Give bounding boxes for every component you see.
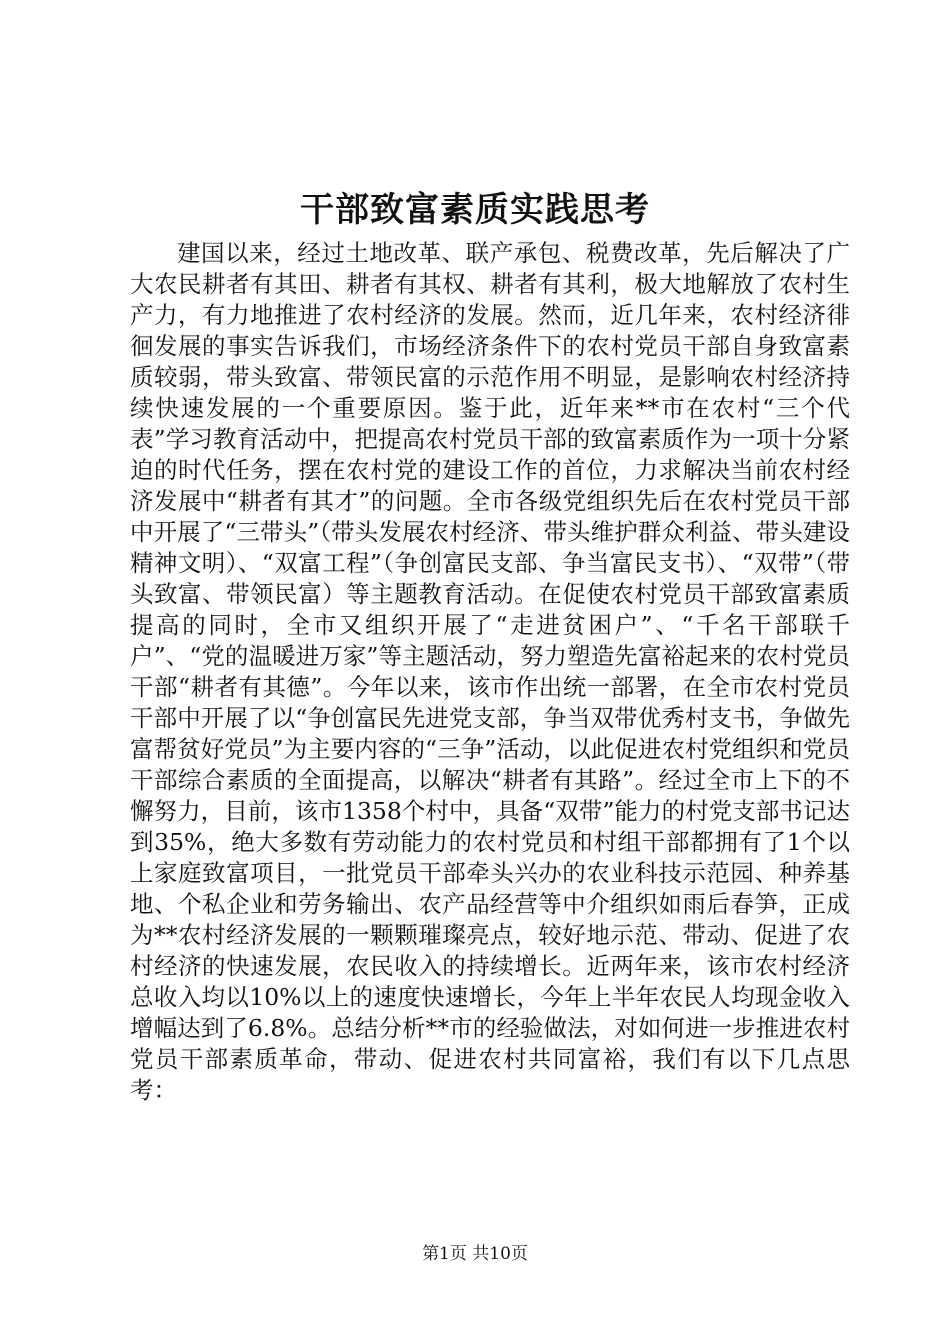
body-paragraph: 建国以来，经过土地改革、联产承包、税费改革，先后解决了广大农民耕者有其田、耕者有其权、耕者有其利，极大地解放了农村生产力，有力地推进了农村经济的发展。然而，近几年来，农村经济徘徊发展的事实告诉我们，市场经济条件下的农村党员干部自身致富素质较弱，带头致富、带领民富的示范作用不明显，是影响农村经济持续快速发展的一个重要原因。鉴于此，近年来**市在农村“三个代表”学习教育活动中，把提高农村党员干部的致富素质作为一项十分紧迫的时代任务，摆在农村党的建设工作的首位，力求解决当前农村经济发展中“耕者有其才”的问题。全市各级党组织先后在农村党员干部中开展了“三带头”（带头发展农村经济、带头维护群众利益、带头建设精神文明）、“双富工程”（争创富民支部、争当富民支书）、“双带”（带头致富、带领民富）等主题教育活动。在促使农村党员干部致富素质提高的同时，全市又组织开展了“走进贫困户”、“千名干部联千户”、“党的温暖进万家”等主题活动，努力塑造先富裕起来的农村党员干部“耕者有其德”。今年以来，该市作出统一部署，在全市农村党员干部中开展了以“争创富民先进党支部，争当双带优秀村支书，争做先富帮贫好党员”为主要内容的“三争”活动，以此促进农村党组织和党员干部综合素质的全面提高，以解决“耕者有其路”。经过全市上下的不懈努力，目前，该市1358个村中，具备“双带”能力的村党支部书记达到35%，绝大多数有劳动能力的农村党员和村组干部都拥有了1个以上家庭致富项目，一批党员干部牵头兴办的农业科技示范园、种养基地、个私企业和劳务输出、农产品经营等中介组织如雨后春笋，正成为**农村经济发展的一颗颗璀璨亮点，较好地示范、带动、促进了农村经济的快速发展，农民收入的持续增长。近两年来，该市农村经济总收入均以10%以上的速度快速增长，今年上半年农民人均现金收入增幅达到了6.8%。总结分析**市的经验做法，对如何进一步推进农村党员干部素质革命，带动、促进农村共同富裕，我们有以下几点思考： [130,239,850,1104]
page-footer: 第1页 共10页 [422,1244,528,1264]
document-title: 干部致富素质实践思考 [300,190,650,230]
